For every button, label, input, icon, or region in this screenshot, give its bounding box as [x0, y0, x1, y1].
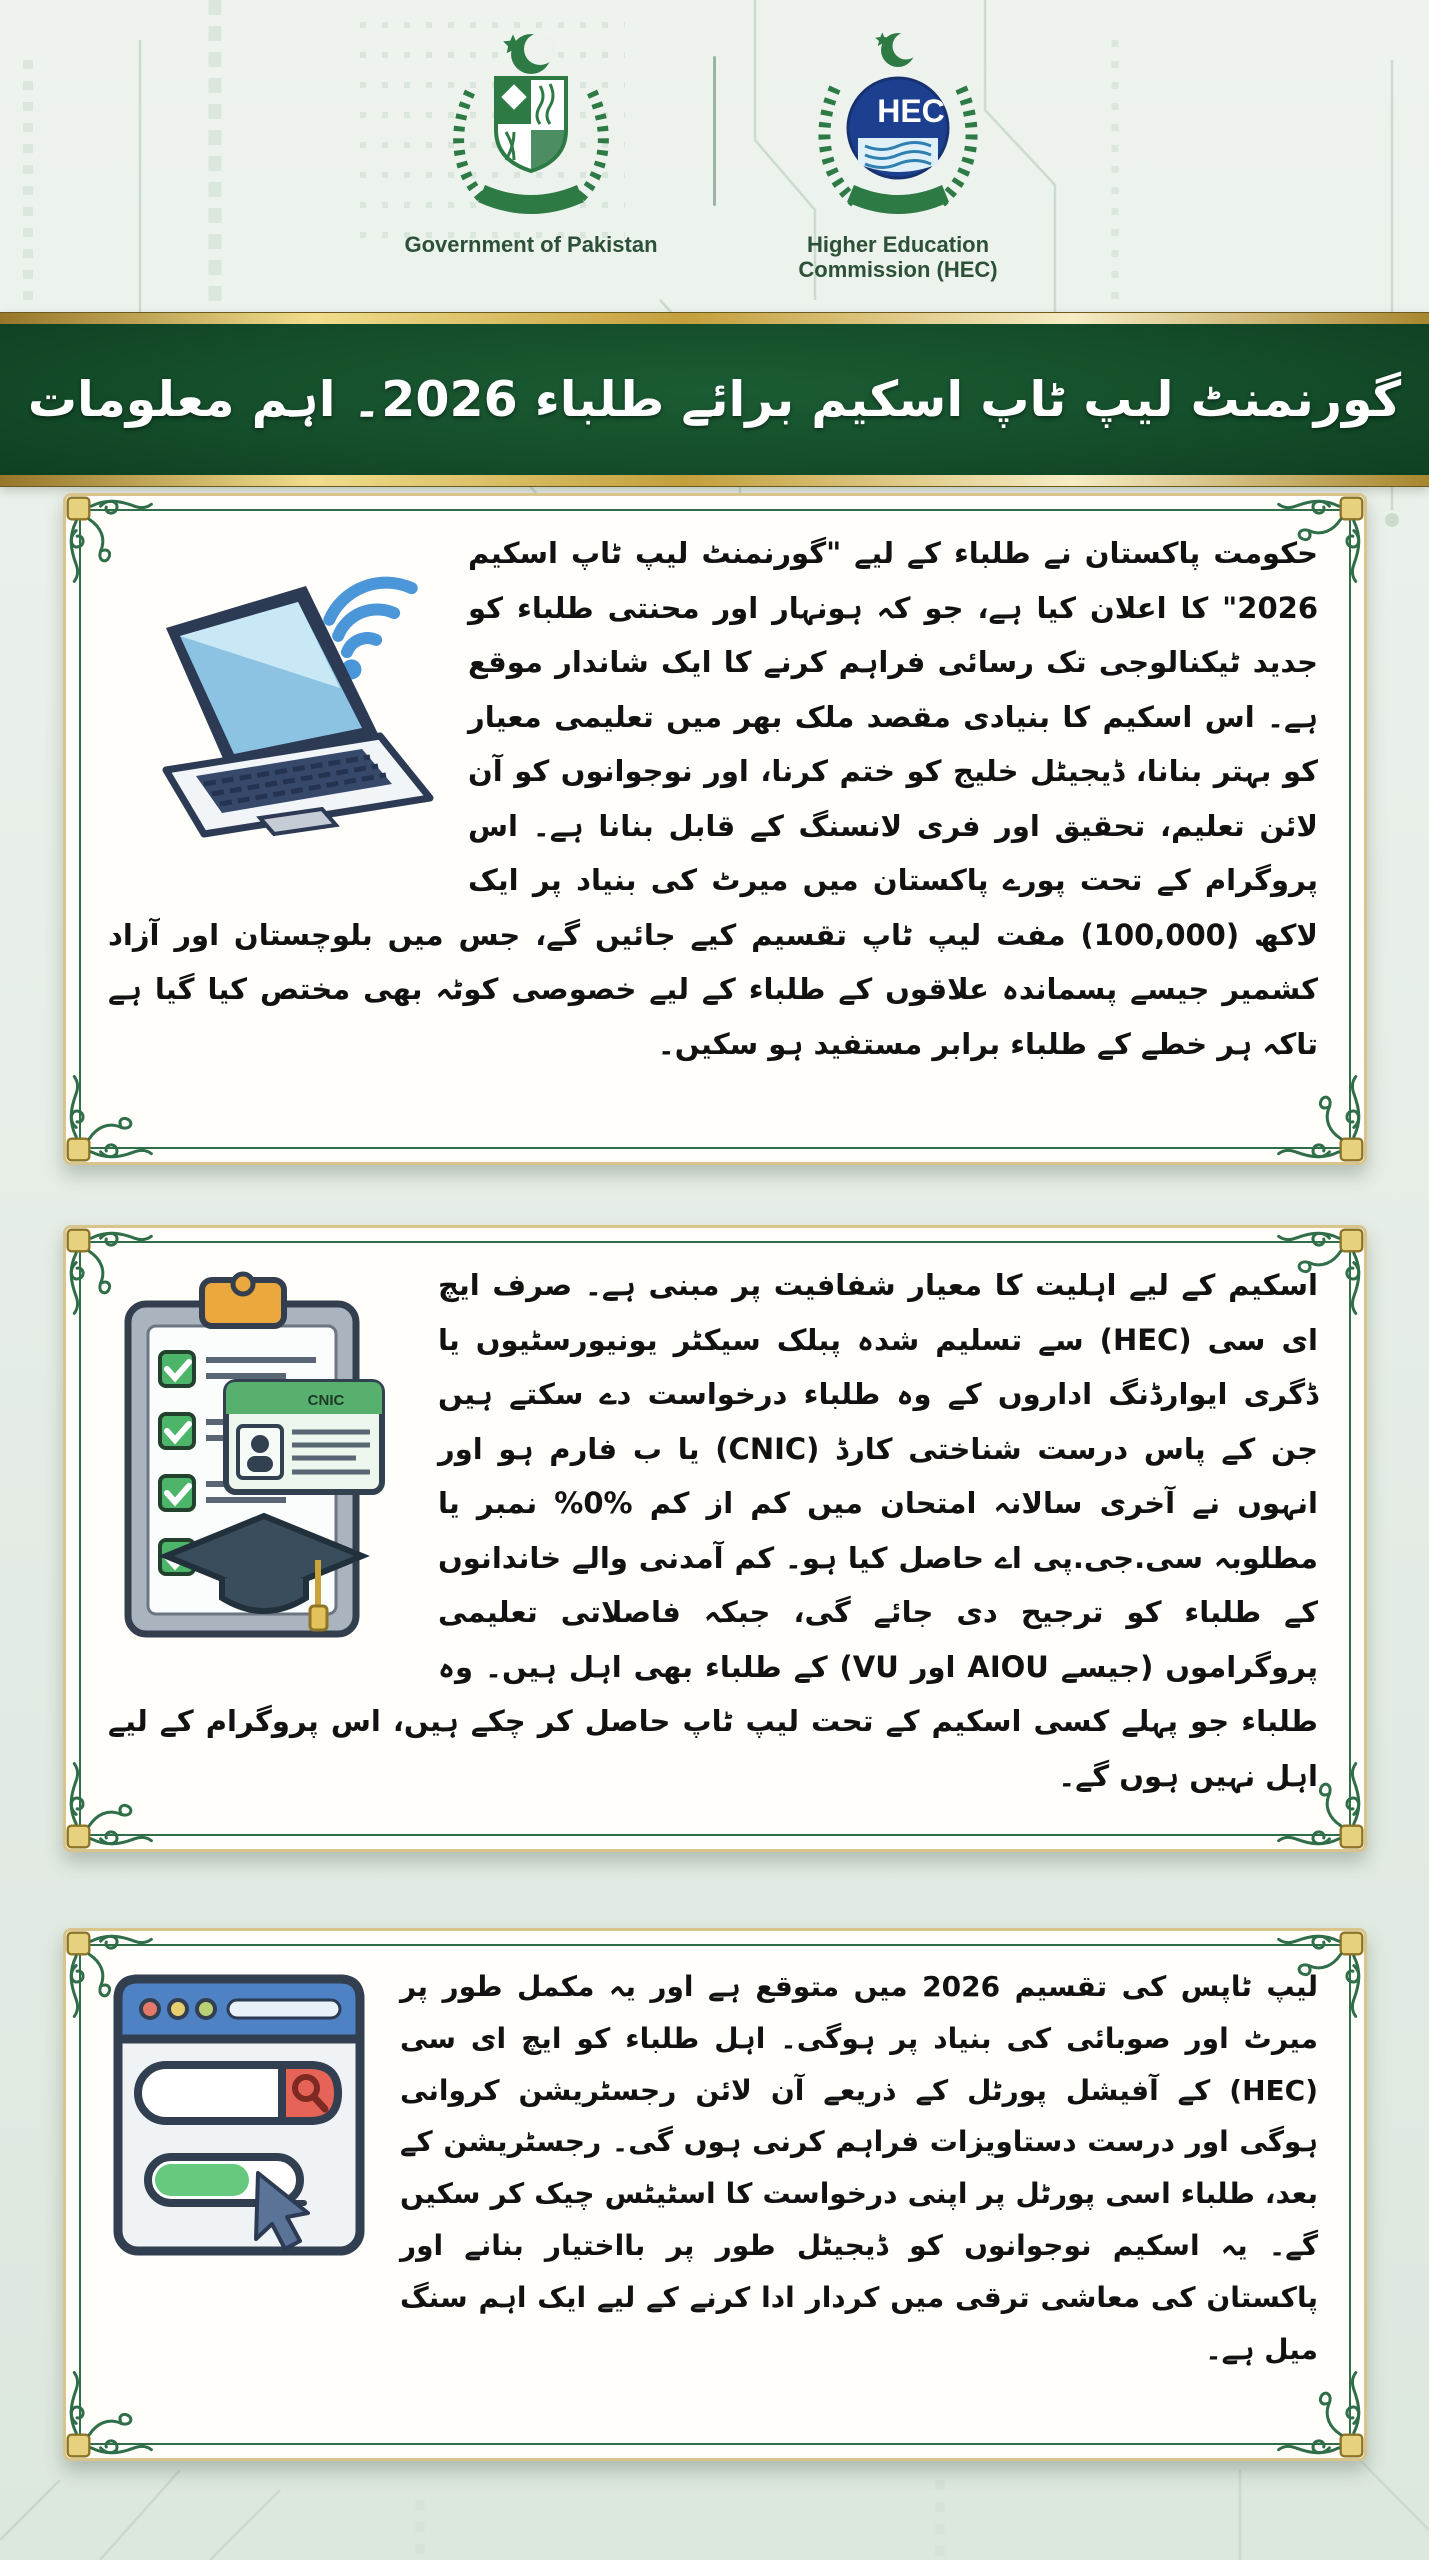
- header-logos: [0, 26, 1429, 283]
- corner-flourish-icon: [63, 1071, 157, 1165]
- corner-flourish-icon: [1273, 1071, 1367, 1165]
- gov-pakistan-label: Government of Pakistan: [404, 232, 658, 257]
- corner-flourish-icon: [63, 1928, 157, 2022]
- gov-pakistan-logo: [391, 26, 671, 257]
- card-overview-text: حکومت پاکستان نے طلباء کے لیے "گورنمنٹ لیپ ٹاپ اسکیم 2026" کا اعلان کیا ہے، جو کہ ہونہار اور محنتی طلباء کو جدید ٹیکنالوجی تک رسائی فراہم کرنے کا ایک شاندار موقع ہے۔ اس اسکیم کا بنیادی مقصد ملک بھر میں تعلیمی معیار کو بہتر بنانا، ڈیجیٹل خلیج کو ختم کرنا، اور نوجوانوں کو آن لائن تعلیم، تحقیق اور فری لانسنگ کے قابل بنانا ہے۔ اس پروگرام کے تحت پورے پاکستان میں میرٹ کی بنیاد پر ایک لاکھ (100,000) مفت لیپ ٹاپ تقسیم کیے جائیں گے، جس میں بلوچستان اور آزاد کشمیر جیسے پسماندہ علاقوں کے طلباء کے لیے خصوصی کوٹہ بھی مختص کیا گیا ہے تاکہ ہر خطے کے طلباء برابر مستفید ہو سکیں۔: [108, 536, 1318, 1061]
- gov-pakistan-emblem-icon: [436, 26, 626, 226]
- hec-emblem-icon: [803, 26, 993, 226]
- corner-flourish-icon: [63, 493, 157, 587]
- corner-flourish-icon: [1273, 1928, 1367, 2022]
- corner-flourish-icon: [63, 1758, 157, 1852]
- corner-flourish-icon: [63, 1225, 157, 1319]
- cnic-label: CNIC: [307, 1392, 345, 1409]
- corner-flourish-icon: [1273, 2367, 1367, 2461]
- corner-flourish-icon: [1273, 1225, 1367, 1319]
- logo-divider: [713, 56, 716, 206]
- laptop-wifi-icon: [108, 532, 438, 862]
- title-banner: [0, 313, 1429, 486]
- card-registration-text: لیپ ٹاپس کی تقسیم 2026 میں متوقع ہے اور یہ مکمل طور پر میرٹ اور صوبائی کی بنیاد پر ہوگی۔ اہل طلباء کو ایچ ای سی (HEC) کے آفیشل پورٹل کے ذریعے آن لائن رجسٹریشن کروانی ہوگی اور درست دستاویزات فراہم کرنی ہوں گی۔ رجسٹریشن کے بعد، طلباء اسی پورٹل پر اپنی درخواست کا اسٹیٹس چیک کر سکیں گے۔ یہ اسکیم نوجوانوں کو ڈیجیٹل طور پر بااختیار بنانے اور پاکستان کی معاشی ترقی میں کردار ادا کرنے کے لیے ایک اہم سنگ میل ہے۔: [400, 1970, 1318, 2366]
- page-title: گورنمنٹ لیپ ٹاپ اسکیم برائے طلباء 2026۔ اہم معلومات: [27, 371, 1402, 428]
- info-card-registration: [63, 1928, 1367, 2461]
- corner-flourish-icon: [63, 2367, 157, 2461]
- card-eligibility-text: اسکیم کے لیے اہلیت کا معیار شفافیت پر مبنی ہے۔ صرف ایچ ای سی (HEC) سے تسلیم شدہ پبلک سیکٹر یونیورسٹیوں یا ڈگری ایوارڈنگ اداروں کے وہ طلباء درخواست دے سکتے ہیں جن کے پاس درست شناختی کارڈ (CNIC) یا ب فارم ہو اور انہوں نے آخری سالانہ امتحان میں کم از کم %0% نمبر یا مطلوبہ سی.جی.پی اے حاصل کیا ہو۔ کم آمدنی والے خاندانوں کے طلباء کو ترجیح دی جائے گی، جبکہ فاصلاتی تعلیمی پروگراموں (جیسے AIOU اور VU) کے طلباء بھی اہل ہیں۔ وہ طلباء جو پہلے کسی اسکیم کے تحت لیپ ٹاپ حاصل کر چکے ہیں، اس پروگرام کے لیے اہل نہیں ہوں گے۔: [108, 1268, 1318, 1793]
- hec-label: Higher Education Commission (HEC): [798, 232, 998, 283]
- corner-flourish-icon: [1273, 1758, 1367, 1852]
- eligibility-checklist-icon: [108, 1264, 408, 1664]
- info-card-overview: [63, 493, 1367, 1165]
- hec-logo: [758, 26, 1038, 283]
- info-card-eligibility: [63, 1225, 1367, 1852]
- hec-monogram: HEC: [877, 93, 945, 129]
- corner-flourish-icon: [1273, 493, 1367, 587]
